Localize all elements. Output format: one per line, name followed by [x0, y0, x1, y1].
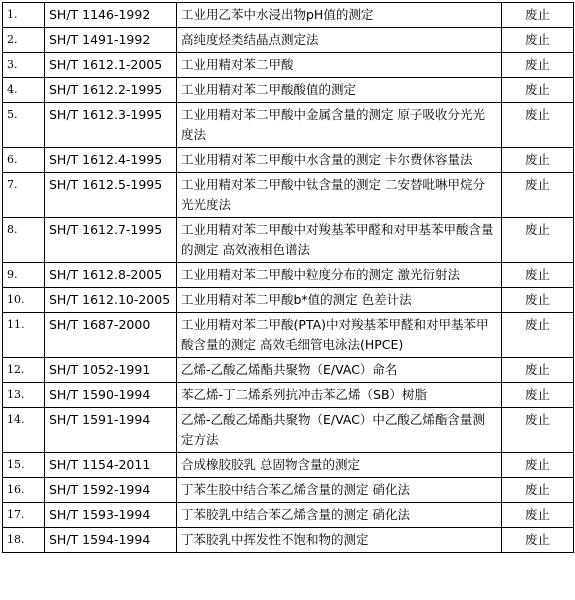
standard-title: 合成橡胶胶乳 总固物含量的测定 [177, 453, 502, 478]
standards-table [2, 2, 574, 553]
row-number: 15. [3, 453, 45, 478]
standard-title: 工业用精对苯二甲酸中钛含量的测定 二安替吡啉甲烷分光光度法 [177, 173, 502, 218]
standard-code: SH/T 1593-1994 [45, 503, 177, 528]
standard-title: 工业用精对苯二甲酸中粒度分布的测定 激光衍射法 [177, 263, 502, 288]
standard-title: 丁苯胶乳中结合苯乙烯含量的测定 硝化法 [177, 503, 502, 528]
row-number: 18. [3, 528, 45, 553]
table-row [3, 148, 574, 173]
table-row [3, 263, 574, 288]
row-number: 9. [3, 263, 45, 288]
row-number: 17. [3, 503, 45, 528]
standard-code: SH/T 1154-2011 [45, 453, 177, 478]
standard-code: SH/T 1612.4-1995 [45, 148, 177, 173]
row-number: 3. [3, 53, 45, 78]
standard-code: SH/T 1612.3-1995 [45, 103, 177, 148]
standard-code: SH/T 1146-1992 [45, 3, 177, 28]
row-number: 6. [3, 148, 45, 173]
standard-title: 丁苯生胶中结合苯乙烯含量的测定 硝化法 [177, 478, 502, 503]
table-row [3, 358, 574, 383]
standard-code: SH/T 1612.1-2005 [45, 53, 177, 78]
status-text: 废止 [502, 28, 574, 53]
status-text: 废止 [502, 173, 574, 218]
status-text: 废止 [502, 148, 574, 173]
table-row [3, 528, 574, 553]
table-row [3, 3, 574, 28]
table-row [3, 173, 574, 218]
table-row [3, 453, 574, 478]
standard-code: SH/T 1687-2000 [45, 313, 177, 358]
standard-code: SH/T 1612.2-1995 [45, 78, 177, 103]
standard-title: 乙烯-乙酸乙烯酯共聚物（E/VAC）中乙酸乙烯酯含量测定方法 [177, 408, 502, 453]
row-number: 13. [3, 383, 45, 408]
standard-title: 工业用精对苯二甲酸中对羧基苯甲醛和对甲基苯甲酸含量的测定 高效液相色谱法 [177, 218, 502, 263]
status-text: 废止 [502, 78, 574, 103]
standard-title: 工业用精对苯二甲酸b*值的测定 色差计法 [177, 288, 502, 313]
status-text: 废止 [502, 528, 574, 553]
standard-code: SH/T 1612.10-2005 [45, 288, 177, 313]
status-text: 废止 [502, 503, 574, 528]
status-text: 废止 [502, 263, 574, 288]
table-row [3, 28, 574, 53]
status-text: 废止 [502, 453, 574, 478]
table-row [3, 313, 574, 358]
status-text: 废止 [502, 408, 574, 453]
standard-title: 工业用乙苯中水浸出物pH值的测定 [177, 3, 502, 28]
table-row [3, 218, 574, 263]
table-row [3, 383, 574, 408]
table-row [3, 78, 574, 103]
table-row [3, 503, 574, 528]
standard-code: SH/T 1491-1992 [45, 28, 177, 53]
standard-title: 工业用精对苯二甲酸中水含量的测定 卡尔费休容量法 [177, 148, 502, 173]
standard-title: 工业用精对苯二甲酸中金属含量的测定 原子吸收分光光度法 [177, 103, 502, 148]
table-row [3, 53, 574, 78]
standard-code: SH/T 1612.7-1995 [45, 218, 177, 263]
standard-title: 工业用精对苯二甲酸(PTA)中对羧基苯甲醛和对甲基苯甲酸含量的测定 高效毛细管电泳法(HPCE) [177, 313, 502, 358]
standard-code: SH/T 1594-1994 [45, 528, 177, 553]
table-row [3, 478, 574, 503]
status-text: 废止 [502, 288, 574, 313]
standard-title: 高纯度烃类结晶点测定法 [177, 28, 502, 53]
row-number: 11. [3, 313, 45, 358]
standards-table-body [3, 3, 574, 553]
status-text: 废止 [502, 103, 574, 148]
row-number: 10. [3, 288, 45, 313]
status-text: 废止 [502, 358, 574, 383]
standard-title: 苯乙烯-丁二烯系列抗冲击苯乙烯（SB）树脂 [177, 383, 502, 408]
row-number: 8. [3, 218, 45, 263]
standard-code: SH/T 1590-1994 [45, 383, 177, 408]
status-text: 废止 [502, 478, 574, 503]
status-text: 废止 [502, 53, 574, 78]
standard-code: SH/T 1592-1994 [45, 478, 177, 503]
standard-code: SH/T 1591-1994 [45, 408, 177, 453]
row-number: 7. [3, 173, 45, 218]
row-number: 4. [3, 78, 45, 103]
row-number: 14. [3, 408, 45, 453]
status-text: 废止 [502, 313, 574, 358]
status-text: 废止 [502, 218, 574, 263]
row-number: 2. [3, 28, 45, 53]
standard-code: SH/T 1052-1991 [45, 358, 177, 383]
status-text: 废止 [502, 383, 574, 408]
standard-title: 工业用精对苯二甲酸酸值的测定 [177, 78, 502, 103]
table-row [3, 288, 574, 313]
standard-title: 工业用精对苯二甲酸 [177, 53, 502, 78]
table-row [3, 408, 574, 453]
row-number: 16. [3, 478, 45, 503]
row-number: 5. [3, 103, 45, 148]
table-row [3, 103, 574, 148]
standard-title: 丁苯胶乳中挥发性不饱和物的测定 [177, 528, 502, 553]
row-number: 1. [3, 3, 45, 28]
standard-code: SH/T 1612.8-2005 [45, 263, 177, 288]
status-text: 废止 [502, 3, 574, 28]
standard-title: 乙烯-乙酸乙烯酯共聚物（E/VAC）命名 [177, 358, 502, 383]
row-number: 12. [3, 358, 45, 383]
standard-code: SH/T 1612.5-1995 [45, 173, 177, 218]
